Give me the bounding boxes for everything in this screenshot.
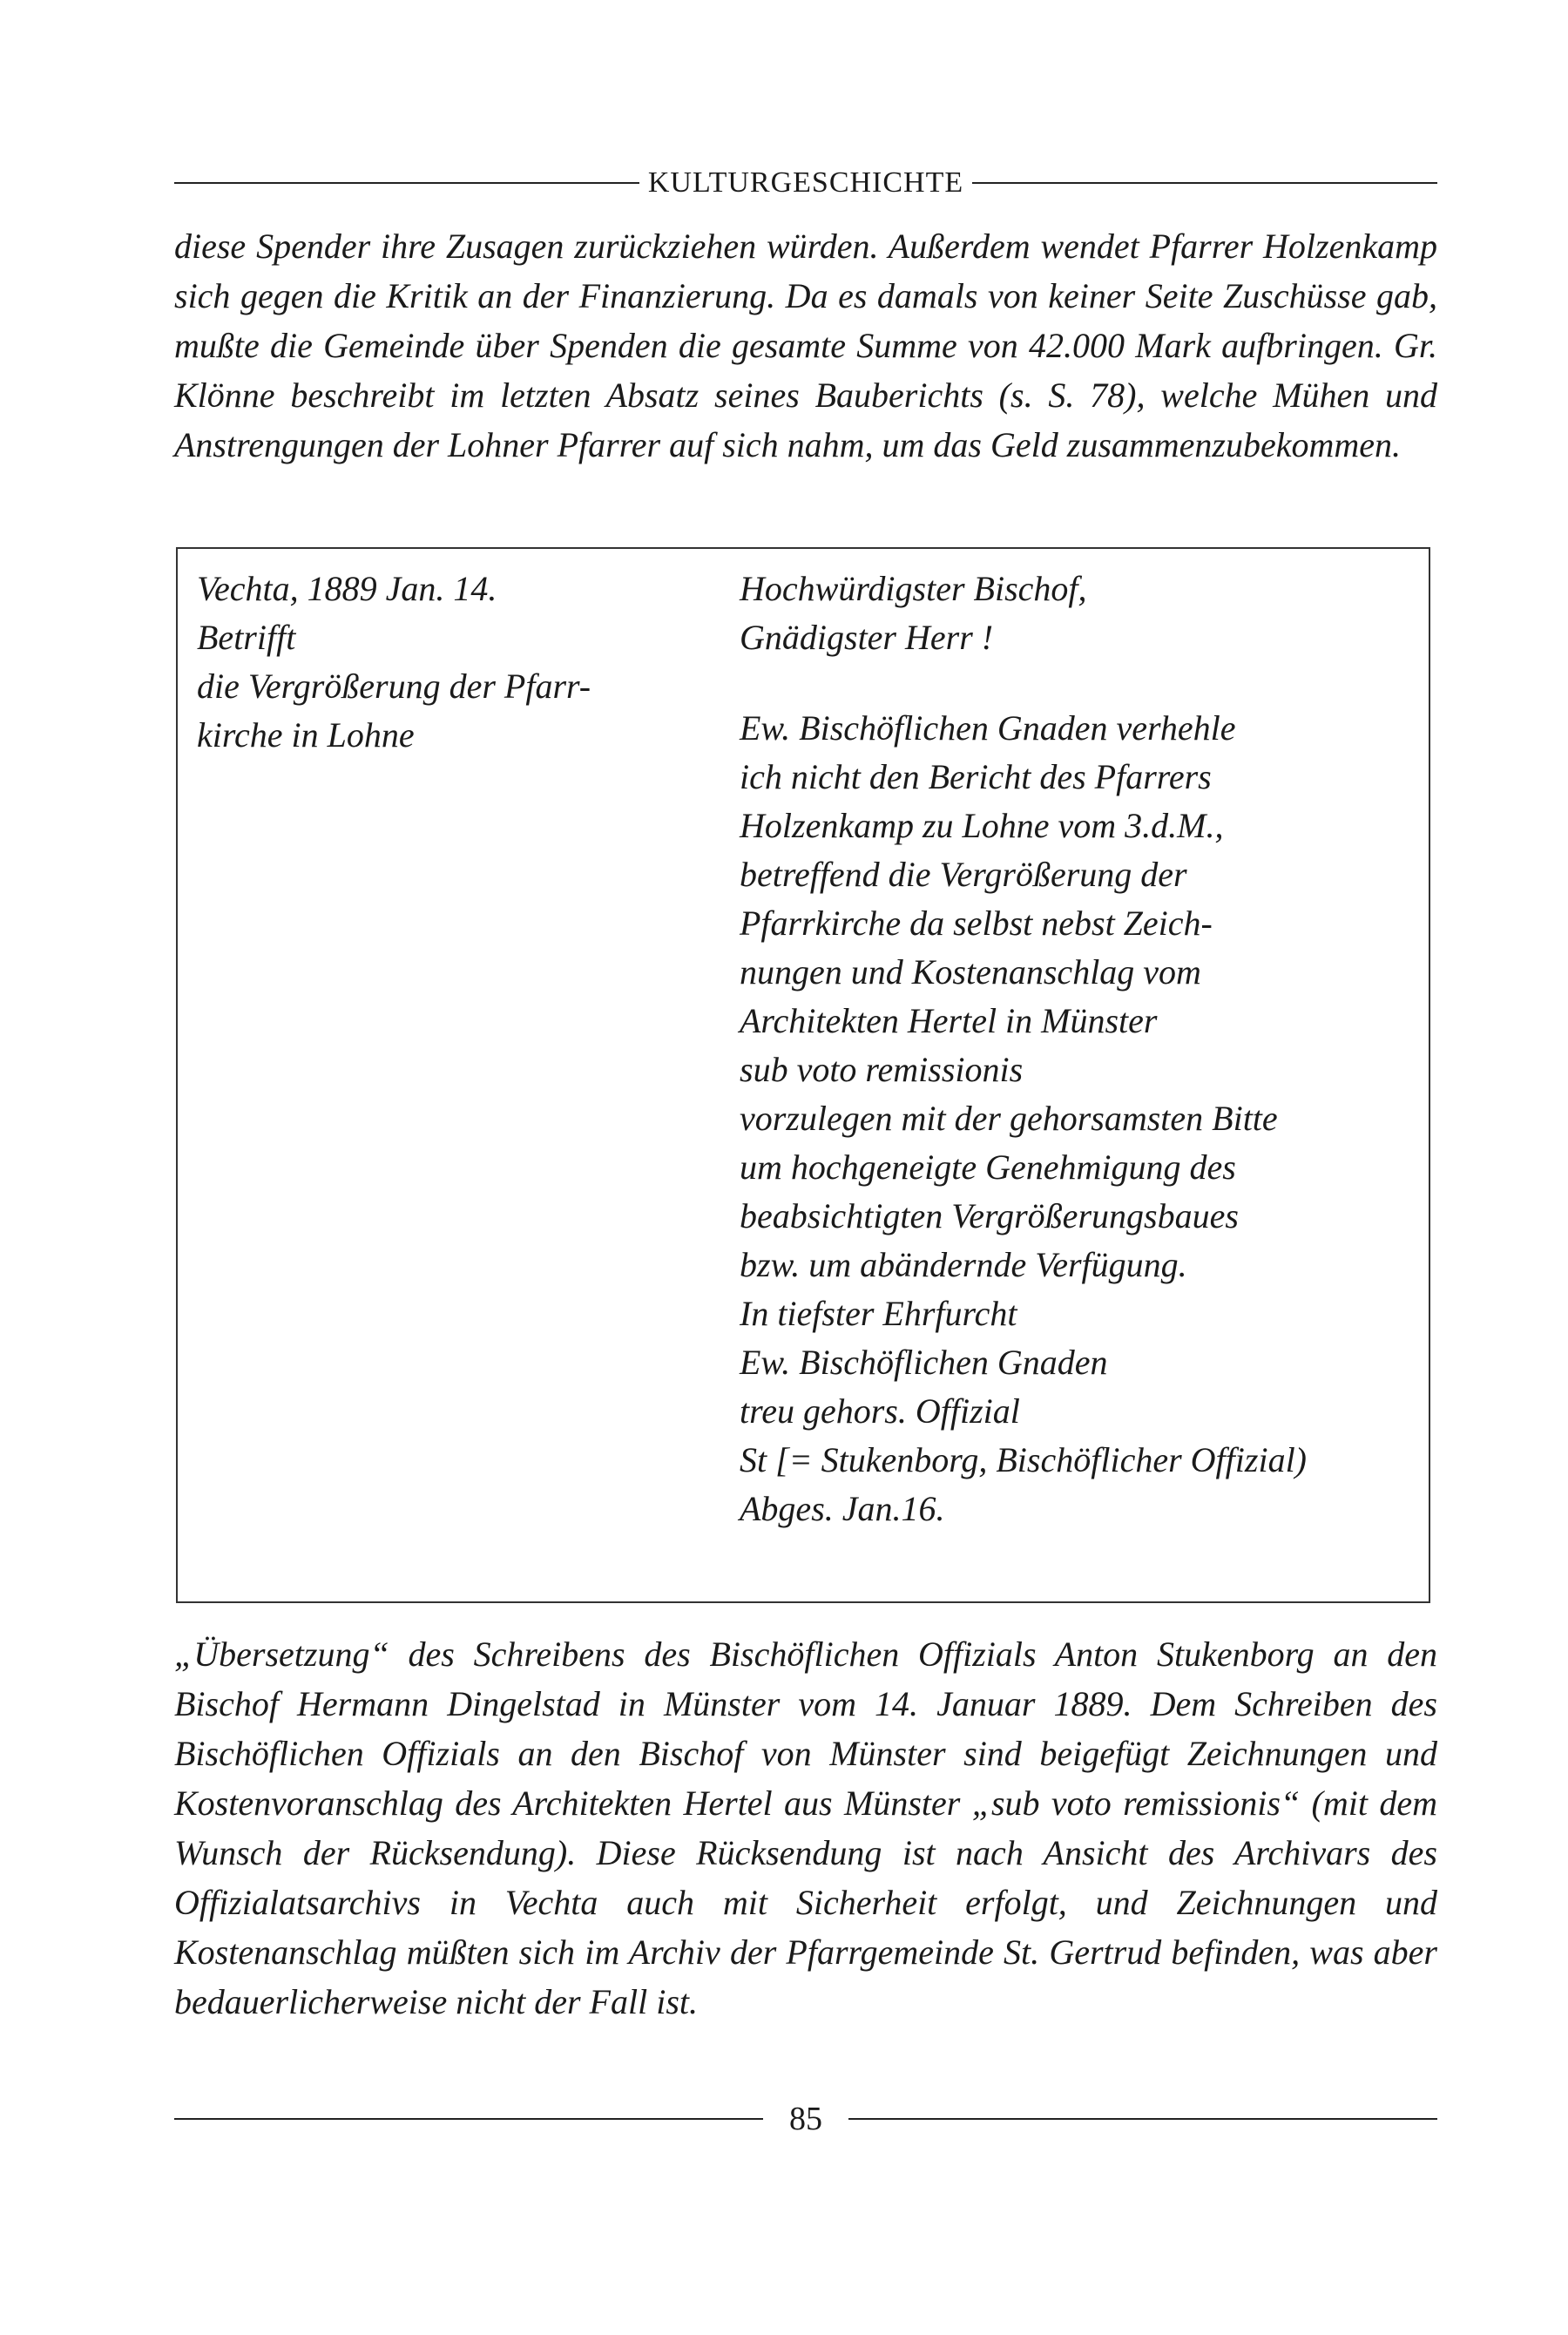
letter-transcription-box <box>176 547 1430 1603</box>
intro-paragraph <box>174 221 1437 470</box>
letter-left-column <box>197 565 737 760</box>
letter-body-line: bzw. um abändernde Verfügung. <box>740 1245 1187 1284</box>
header-rule-right <box>972 182 1437 184</box>
letter-dispatch-line: Abges. Jan.16. <box>740 1489 945 1528</box>
letter-body-line: Ew. Bischöflichen Gnaden verhehle <box>740 708 1236 748</box>
letter-body-line: Pfarrkirche da selbst nebst Zeich- <box>740 904 1213 943</box>
letter-body-line: Holzenkamp zu Lohne vom 3.d.M., <box>740 806 1224 845</box>
letter-body-line: ich nicht den Bericht des Pfarrers <box>740 757 1212 796</box>
intro-text: diese Spender ihre Zusagen zurückziehen würden. Außerdem wendet Pfarrer Holzenkamp sich gegen die Kritik an der Finanzierung. Da es damals von keiner Seite Zuschüsse gab, mußte die Gemeinde über Spenden die gesamte Summe von 42.000 Mark aufbringen. Gr. Klönne beschreibt im letzten Absatz seines Bauberichts (s. S. 78), welche Mühen und Anstrengungen der Lohner Pfarrer auf sich nahm, um das Geld zusammenzubekommen. <box>174 227 1437 464</box>
letter-body-line: sub voto remissionis <box>740 1050 1024 1089</box>
letter-closing-line: Ew. Bischöflichen Gnaden <box>740 1343 1108 1382</box>
header-rule-left <box>174 182 639 184</box>
section-title: KULTURGESCHICHTE <box>647 166 964 199</box>
letter-date-line: Vechta, 1889 Jan. 14. <box>197 569 497 608</box>
caption-paragraph <box>174 1629 1437 2027</box>
letter-body-line: um hochgeneigte Genehmigung des <box>740 1147 1236 1187</box>
letter-closing-line: In tiefster Ehrfurcht <box>740 1294 1017 1333</box>
letter-spacer <box>740 662 1419 704</box>
letter-signature-line: St [= Stukenborg, Bischöflicher Offizial) <box>740 1440 1307 1479</box>
page-number: 85 <box>789 2101 822 2137</box>
letter-right-column <box>740 565 1419 1533</box>
letter-body-line: Architekten Hertel in Münster <box>740 1001 1158 1040</box>
letter-subject-line: kirche in Lohne <box>197 715 415 755</box>
page-footer <box>174 2100 1437 2138</box>
letter-body-line: betreffend die Vergrößerung der <box>740 855 1187 894</box>
letter-subject-label: Betrifft <box>197 618 296 657</box>
letter-salutation-line: Hochwürdigster Bischof, <box>740 569 1087 608</box>
footer-rule-right <box>848 2118 1437 2120</box>
letter-body-line: beabsichtigten Vergrößerungsbaues <box>740 1196 1239 1235</box>
caption-text: „Übersetzung“ des Schreibens des Bischöflichen Offizials Anton Stukenborg an den Bischof Hermann Dingelstad in Münster vom 14. Januar 1889. Dem Schreiben des Bischöflichen Offizials an den Bischof von Münster sind beigefügt Zeichnungen und Kostenvoranschlag des Architekten Hertel aus Münster „sub voto remissionis“ (mit dem Wunsch der Rücksendung). Diese Rücksendung ist nach Ansicht des Archivars des Offizialatsarchivs in Vechta auch mit Sicherheit erfolgt, und Zeichnungen und Kostenanschlag müßten sich im Archiv der Pfarrgemeinde St. Gertrud befinden, was aber bedauerlicherweise nicht der Fall ist. <box>174 1634 1437 2021</box>
letter-body-line: nungen und Kostenanschlag vom <box>740 952 1201 992</box>
footer-rule-left <box>174 2118 763 2120</box>
letter-subject-line: die Vergrößerung der Pfarr- <box>197 667 591 706</box>
letter-body-line: vorzulegen mit der gehorsamsten Bitte <box>740 1099 1278 1138</box>
running-header <box>174 164 1437 202</box>
letter-signature-line: treu gehors. Offizial <box>740 1391 1020 1431</box>
letter-salutation-line: Gnädigster Herr ! <box>740 618 994 657</box>
